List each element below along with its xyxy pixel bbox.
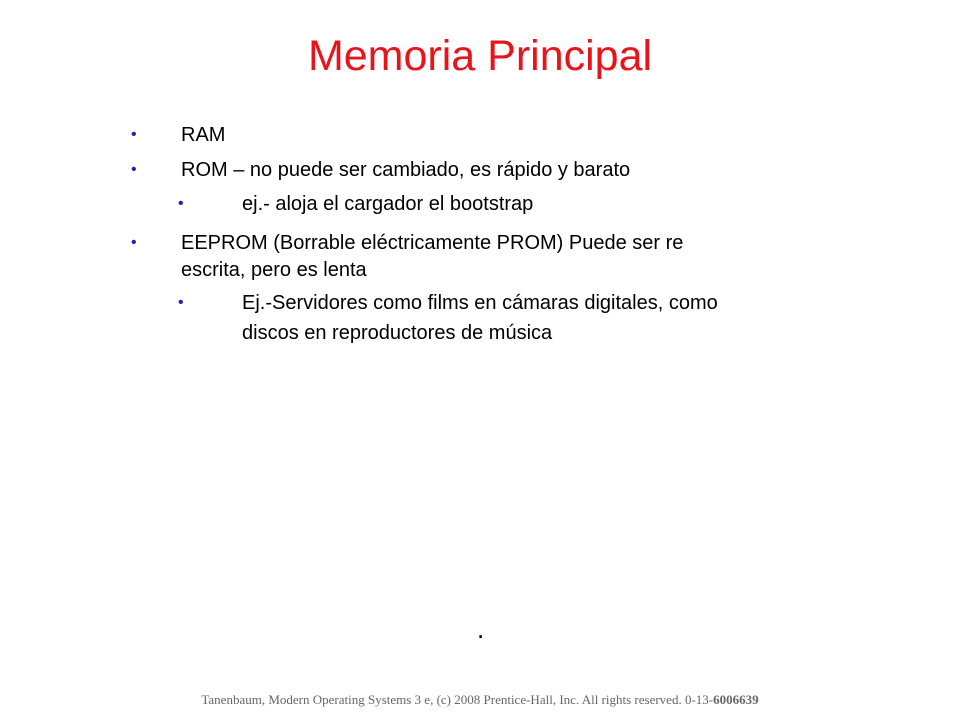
bullet-text: ej.- aloja el cargador el bootstrap — [242, 193, 534, 215]
sub-bullet-item — [0, 192, 960, 216]
bullet-icon: • — [131, 234, 137, 251]
footer-isbn: 6006639 — [713, 692, 759, 707]
bullet-text-line-1: EEPROM (Borrable eléctricamente PROM) Puede ser re — [181, 232, 684, 254]
sub-bullet-item — [0, 291, 960, 344]
bullet-icon: • — [131, 126, 137, 143]
slide-footer — [0, 692, 960, 708]
bullet-item — [0, 231, 960, 279]
bullet-text-line-2: discos en reproductores de música — [242, 322, 553, 344]
bullet-text-line-1: Ej.-Servidores como films en cámaras digitales, como — [242, 292, 718, 314]
bullet-text: RAM — [181, 124, 226, 146]
bullet-text: ROM – no puede ser cambiado, es rápido y barato — [181, 159, 631, 181]
bullet-item — [0, 158, 960, 182]
bullet-icon: • — [178, 195, 184, 212]
bullet-item — [0, 123, 960, 147]
footer-copyright: Tanenbaum, Modern Operating Systems 3 e, (c) 2008 Prentice-Hall, Inc. All rights reserved. 0-13- — [201, 692, 714, 707]
slide-title: Memoria Principal — [307, 32, 653, 80]
bullet-icon: • — [178, 294, 184, 311]
stray-dot: . — [477, 614, 485, 644]
bullet-icon: • — [131, 161, 137, 178]
bullet-text-line-2: escrita, pero es lenta — [181, 259, 367, 281]
